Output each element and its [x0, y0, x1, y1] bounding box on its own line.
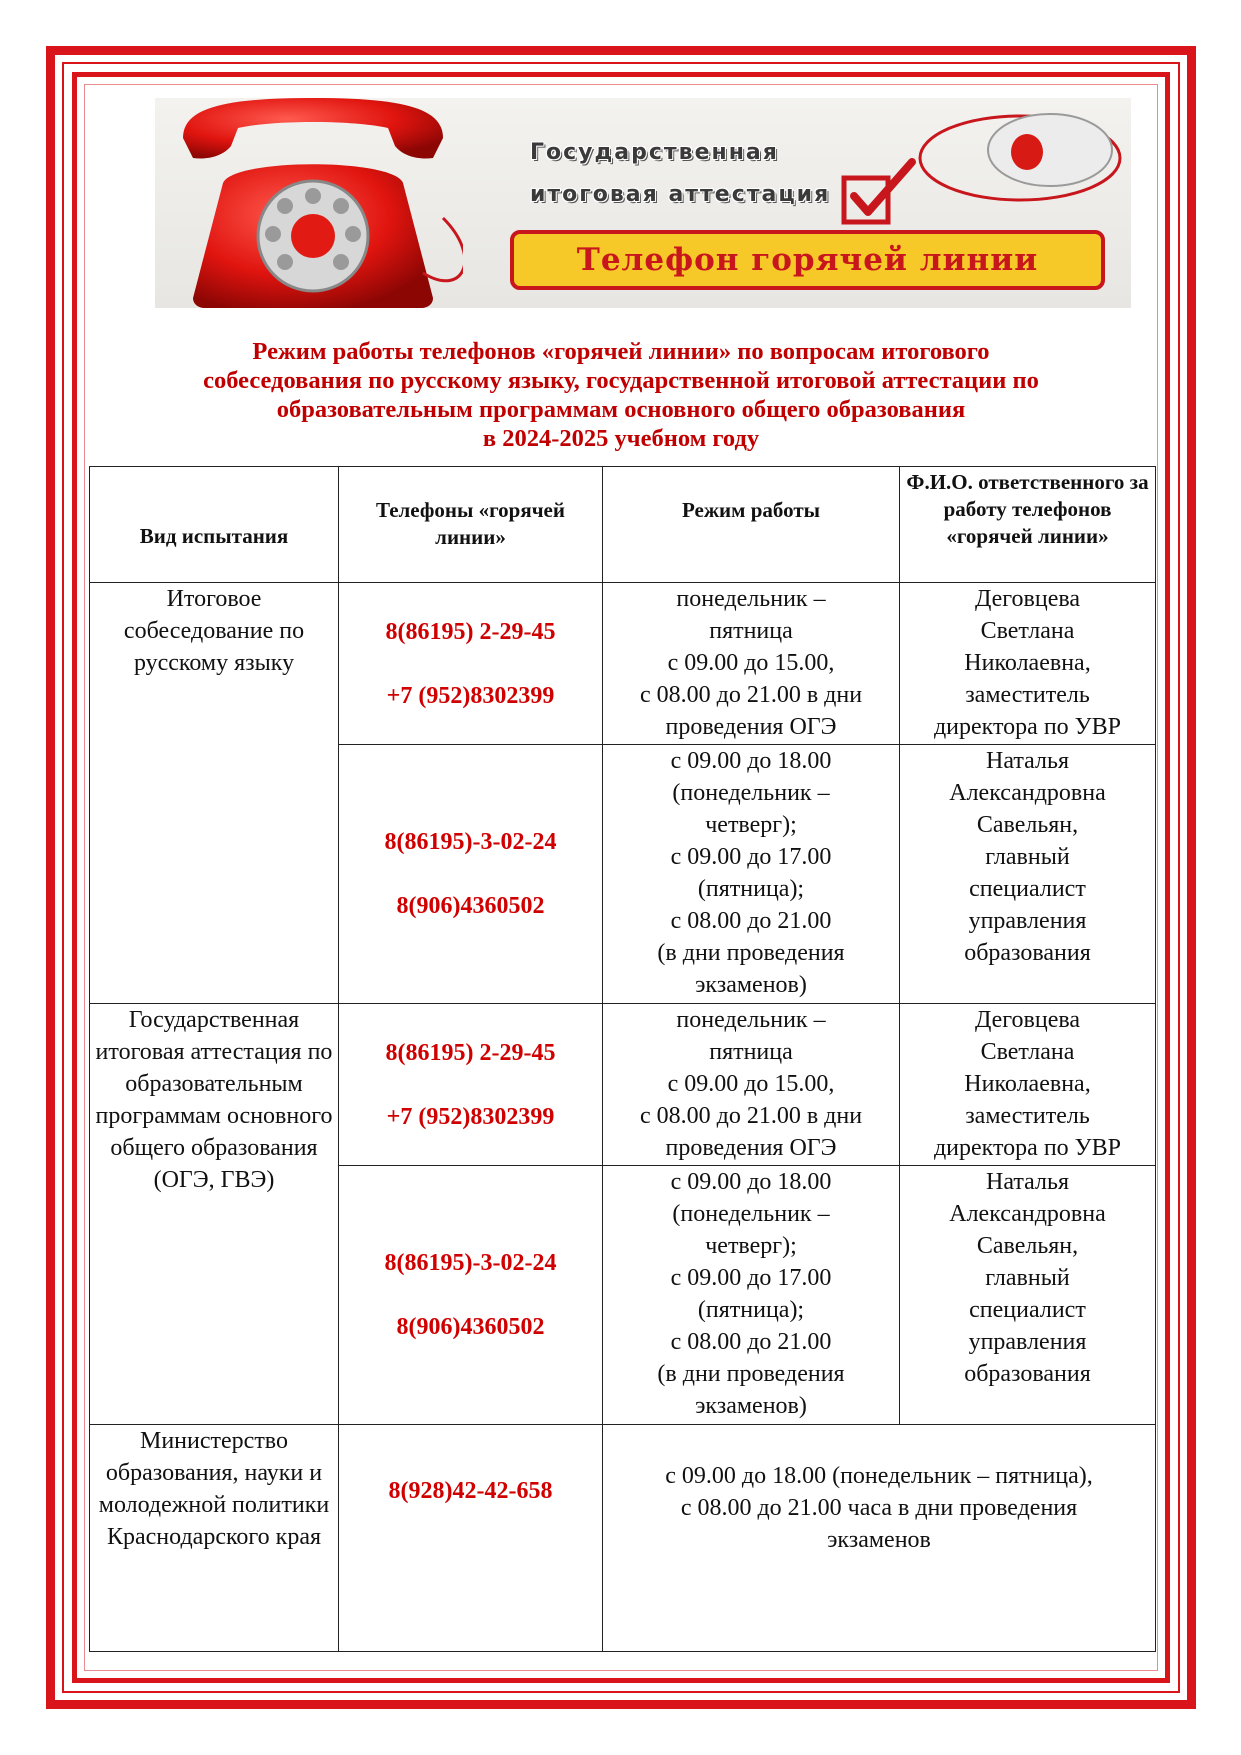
schedule-line: с 09.00 до 15.00, — [667, 650, 835, 676]
phone-cell — [339, 1425, 603, 1652]
schedule-line: (в дни проведения — [657, 940, 845, 966]
schedule-line: экзаменов) — [695, 1393, 807, 1419]
person-line: Деговцева — [974, 586, 1081, 612]
person-line: директора по УВР — [933, 714, 1122, 740]
schedule-line: четверг); — [705, 812, 797, 838]
schedule-cell-merged — [603, 1425, 1156, 1652]
phone-number[interactable]: 8(86195)-3-02-24 — [384, 829, 557, 855]
schedule-line: с 09.00 до 18.00 (понедельник – пятница), — [665, 1463, 1093, 1489]
hotline-table — [89, 466, 1156, 1652]
responsible-person-cell — [900, 1166, 1156, 1425]
schedule-line: пятница — [709, 1039, 793, 1065]
schedule-cell — [603, 583, 900, 745]
phone-cell — [339, 583, 603, 745]
heading-line: в 2024-2025 учебном году — [482, 425, 760, 452]
schedule-line: с 09.00 до 17.00 — [670, 1265, 832, 1291]
person-line: управления — [968, 908, 1087, 934]
schedule-line: экзаменов — [827, 1527, 931, 1553]
schedule-cell — [603, 745, 900, 1004]
person-line: Александровна — [949, 780, 1106, 806]
responsible-person-cell — [900, 1004, 1156, 1166]
responsible-person-cell — [900, 745, 1156, 1004]
header-schedule: Режим работы — [603, 467, 900, 583]
person-line: Савельян, — [976, 1233, 1079, 1259]
phone-cell — [339, 745, 603, 1004]
banner-title-line2: итоговая аттестация — [530, 182, 831, 207]
schedule-line: пятница — [709, 618, 793, 644]
schedule-line: (в дни проведения — [657, 1361, 845, 1387]
hotline-banner — [155, 98, 1131, 308]
person-line: главный — [985, 1265, 1070, 1291]
person-line: Николаевна, — [964, 1071, 1091, 1097]
schedule-cell — [603, 1004, 900, 1166]
test-type-cell: Государственная итоговая аттестация по образовательным программам основного общего образования (ОГЭ, ГВЭ) — [90, 1004, 339, 1425]
phone-number[interactable]: 8(86195) 2-29-45 — [385, 618, 556, 645]
schedule-line: (понедельник – — [672, 780, 830, 806]
person-line: Александровна — [949, 1201, 1106, 1227]
schedule-line: с 09.00 до 15.00, — [667, 1071, 835, 1097]
header-phones: Телефоны «горячей линии» — [339, 467, 603, 583]
schedule-line: (пятница); — [697, 876, 805, 902]
person-line: главный — [985, 844, 1070, 870]
test-type-cell: Итоговое собеседование по русскому языку — [90, 583, 339, 1004]
schedule-line: (понедельник – — [672, 1201, 830, 1227]
phone-number[interactable]: +7 (952)8302399 — [386, 682, 555, 709]
telephone-icon — [163, 98, 463, 308]
computer-mouse-icon — [915, 108, 1125, 218]
phone-number[interactable]: 8(86195)-3-02-24 — [384, 1250, 557, 1276]
person-line: заместитель — [965, 682, 1090, 708]
schedule-line: с 09.00 до 17.00 — [670, 844, 832, 870]
schedule-line: с 08.00 до 21.00 часа в дни проведения — [680, 1495, 1078, 1521]
schedule-line: экзаменов) — [695, 972, 807, 998]
phone-number[interactable]: 8(86195) 2-29-45 — [385, 1039, 556, 1066]
phone-cell — [339, 1166, 603, 1425]
document-heading — [92, 337, 1150, 453]
header-person: Ф.И.О. ответственного за работу телефонов «горячей линии» — [900, 467, 1156, 583]
header-type: Вид испытания — [90, 467, 339, 583]
schedule-line: с 08.00 до 21.00 в дни — [639, 1103, 863, 1129]
checkbox-check-icon — [840, 156, 920, 226]
person-line: Савельян, — [976, 812, 1079, 838]
heading-line: Режим работы телефонов «горячей линии» по вопросам итогового — [252, 338, 990, 365]
heading-line: образовательным программам основного общего образования — [276, 396, 966, 423]
test-type-cell: Министерство образования, науки и молодежной политики Краснодарского края — [90, 1425, 339, 1652]
schedule-line: четверг); — [705, 1233, 797, 1259]
person-line: заместитель — [965, 1103, 1090, 1129]
schedule-line: с 09.00 до 18.00 — [670, 1169, 832, 1195]
table-row — [90, 1425, 1156, 1652]
person-line: специалист — [969, 876, 1086, 902]
person-line: образования — [964, 940, 1091, 966]
table-header-row — [90, 467, 1156, 583]
person-line: Светлана — [980, 618, 1075, 644]
phone-cell — [339, 1004, 603, 1166]
schedule-line: понедельник – — [676, 586, 826, 612]
person-line: Деговцева — [974, 1007, 1081, 1033]
responsible-person-cell — [900, 583, 1156, 745]
schedule-line: с 08.00 до 21.00 — [670, 1329, 832, 1355]
heading-line: собеседования по русскому языку, государственной итоговой аттестации по — [203, 367, 1039, 394]
phone-number[interactable]: 8(906)4360502 — [396, 1314, 545, 1340]
schedule-line: проведения ОГЭ — [665, 1135, 837, 1161]
schedule-cell — [603, 1166, 900, 1425]
phone-number[interactable]: +7 (952)8302399 — [386, 1103, 555, 1130]
banner-title-line1: Государственная — [530, 140, 779, 165]
table-row — [90, 1004, 1156, 1166]
person-line: директора по УВР — [933, 1135, 1122, 1161]
person-line: Наталья — [986, 748, 1069, 774]
person-line: образования — [964, 1361, 1091, 1387]
schedule-line: с 08.00 до 21.00 — [670, 908, 832, 934]
banner-badge — [510, 230, 1105, 290]
person-line: Светлана — [980, 1039, 1075, 1065]
person-line: специалист — [969, 1297, 1086, 1323]
phone-number[interactable]: 8(928)42-42-658 — [388, 1478, 553, 1504]
banner-badge-text: Телефон горячей линии — [576, 242, 1039, 278]
person-line: Наталья — [986, 1169, 1069, 1195]
person-line: управления — [968, 1329, 1087, 1355]
schedule-line: с 08.00 до 21.00 в дни — [639, 682, 863, 708]
schedule-line: (пятница); — [697, 1297, 805, 1323]
schedule-line: с 09.00 до 18.00 — [670, 748, 832, 774]
schedule-line: проведения ОГЭ — [665, 714, 837, 740]
schedule-line: понедельник – — [676, 1007, 826, 1033]
phone-number[interactable]: 8(906)4360502 — [396, 893, 545, 919]
table-row — [90, 583, 1156, 745]
person-line: Николаевна, — [964, 650, 1091, 676]
